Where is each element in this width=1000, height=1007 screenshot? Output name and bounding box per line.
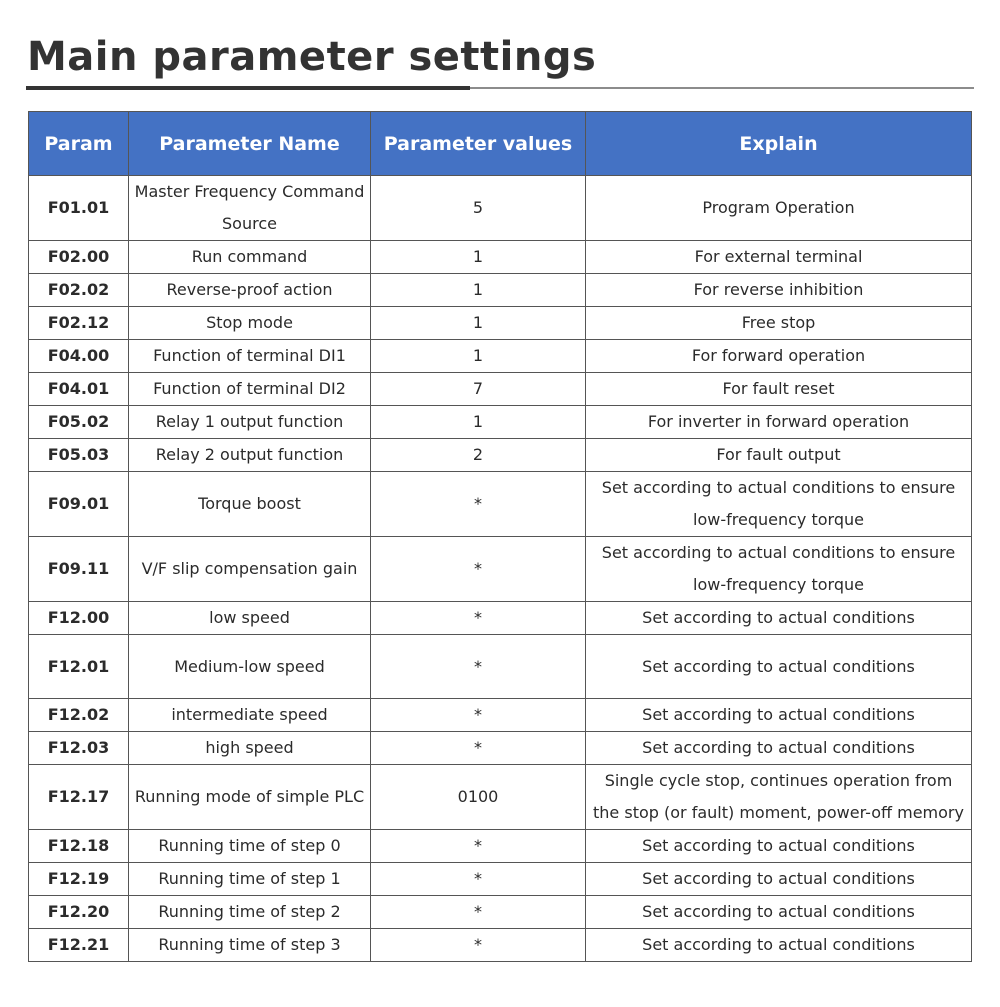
column-header-parameter-name: Parameter Name (129, 112, 371, 176)
column-header-param: Param (29, 112, 129, 176)
cell-param: F12.20 (29, 896, 129, 929)
table-row (29, 373, 972, 406)
cell-parameter-name: Run command (129, 241, 371, 274)
cell-parameter-value: * (371, 635, 586, 699)
cell-parameter-name: Medium-low speed (129, 635, 371, 699)
cell-parameter-name: Running time of step 1 (129, 863, 371, 896)
table-row (29, 896, 972, 929)
cell-explain: Set according to actual conditions (586, 732, 972, 765)
cell-parameter-name: Stop mode (129, 307, 371, 340)
cell-explain: For reverse inhibition (586, 274, 972, 307)
page-title: Main parameter settings (27, 34, 597, 80)
cell-parameter-value: 1 (371, 274, 586, 307)
table-row (29, 830, 972, 863)
cell-param: F12.18 (29, 830, 129, 863)
cell-param: F04.01 (29, 373, 129, 406)
table-row (29, 863, 972, 896)
cell-explain: Set according to actual conditions (586, 635, 972, 699)
table-row (29, 602, 972, 635)
cell-explain: Free stop (586, 307, 972, 340)
cell-parameter-name: Relay 1 output function (129, 406, 371, 439)
cell-explain: Set according to actual conditions (586, 863, 972, 896)
cell-param: F09.01 (29, 472, 129, 537)
cell-parameter-value: 0100 (371, 765, 586, 830)
cell-param: F12.03 (29, 732, 129, 765)
table-row (29, 732, 972, 765)
column-header-parameter-values: Parameter values (371, 112, 586, 176)
cell-explain: For fault output (586, 439, 972, 472)
table-row (29, 765, 972, 830)
cell-param: F12.17 (29, 765, 129, 830)
cell-parameter-name: low speed (129, 602, 371, 635)
cell-parameter-name: Running mode of simple PLC (129, 765, 371, 830)
cell-explain: Set according to actual conditions to ensure low-frequency torque (586, 472, 972, 537)
cell-parameter-value: * (371, 863, 586, 896)
cell-parameter-value: * (371, 472, 586, 537)
cell-parameter-name: Running time of step 3 (129, 929, 371, 962)
cell-param: F02.12 (29, 307, 129, 340)
table-row (29, 340, 972, 373)
cell-parameter-value: * (371, 896, 586, 929)
cell-param: F02.00 (29, 241, 129, 274)
cell-parameter-name: Running time of step 2 (129, 896, 371, 929)
cell-explain: For forward operation (586, 340, 972, 373)
parameter-table (28, 111, 972, 962)
column-header-explain: Explain (586, 112, 972, 176)
cell-parameter-value: 1 (371, 340, 586, 373)
cell-explain: For fault reset (586, 373, 972, 406)
cell-parameter-value: * (371, 537, 586, 602)
cell-explain: Set according to actual conditions (586, 830, 972, 863)
cell-parameter-name: Function of terminal DI2 (129, 373, 371, 406)
cell-parameter-name: intermediate speed (129, 699, 371, 732)
cell-explain: Set according to actual conditions (586, 896, 972, 929)
cell-param: F12.19 (29, 863, 129, 896)
cell-param: F12.00 (29, 602, 129, 635)
cell-parameter-value: 7 (371, 373, 586, 406)
table-row (29, 537, 972, 602)
cell-parameter-name: Function of terminal DI1 (129, 340, 371, 373)
cell-explain: For external terminal (586, 241, 972, 274)
table-row (29, 929, 972, 962)
table-row (29, 439, 972, 472)
cell-param: F12.21 (29, 929, 129, 962)
cell-parameter-value: 5 (371, 176, 586, 241)
cell-param: F12.02 (29, 699, 129, 732)
cell-param: F02.02 (29, 274, 129, 307)
cell-param: F05.03 (29, 439, 129, 472)
cell-parameter-name: Master Frequency Command Source (129, 176, 371, 241)
cell-explain: Set according to actual conditions (586, 602, 972, 635)
cell-parameter-value: 1 (371, 241, 586, 274)
cell-parameter-value: * (371, 602, 586, 635)
cell-param: F12.01 (29, 635, 129, 699)
cell-param: F09.11 (29, 537, 129, 602)
cell-parameter-value: 1 (371, 406, 586, 439)
table-row (29, 699, 972, 732)
cell-parameter-name: Reverse-proof action (129, 274, 371, 307)
cell-explain: Single cycle stop, continues operation from the stop (or fault) moment, power-off memory (586, 765, 972, 830)
cell-param: F04.00 (29, 340, 129, 373)
cell-explain: Program Operation (586, 176, 972, 241)
table-row (29, 241, 972, 274)
cell-parameter-value: * (371, 830, 586, 863)
table-row (29, 635, 972, 699)
cell-explain: Set according to actual conditions (586, 929, 972, 962)
table-header-row (29, 112, 972, 176)
table-row (29, 176, 972, 241)
cell-explain: Set according to actual conditions (586, 699, 972, 732)
table-row (29, 274, 972, 307)
cell-explain: Set according to actual conditions to ensure low-frequency torque (586, 537, 972, 602)
table-row (29, 472, 972, 537)
cell-explain: For inverter in forward operation (586, 406, 972, 439)
table-row (29, 307, 972, 340)
title-underline (26, 86, 470, 90)
cell-parameter-name: Torque boost (129, 472, 371, 537)
cell-parameter-value: * (371, 929, 586, 962)
cell-parameter-name: high speed (129, 732, 371, 765)
cell-parameter-value: * (371, 699, 586, 732)
cell-parameter-value: 1 (371, 307, 586, 340)
cell-parameter-name: V/F slip compensation gain (129, 537, 371, 602)
table-row (29, 406, 972, 439)
cell-parameter-name: Relay 2 output function (129, 439, 371, 472)
cell-param: F01.01 (29, 176, 129, 241)
cell-parameter-value: * (371, 732, 586, 765)
cell-parameter-name: Running time of step 0 (129, 830, 371, 863)
cell-param: F05.02 (29, 406, 129, 439)
cell-parameter-value: 2 (371, 439, 586, 472)
